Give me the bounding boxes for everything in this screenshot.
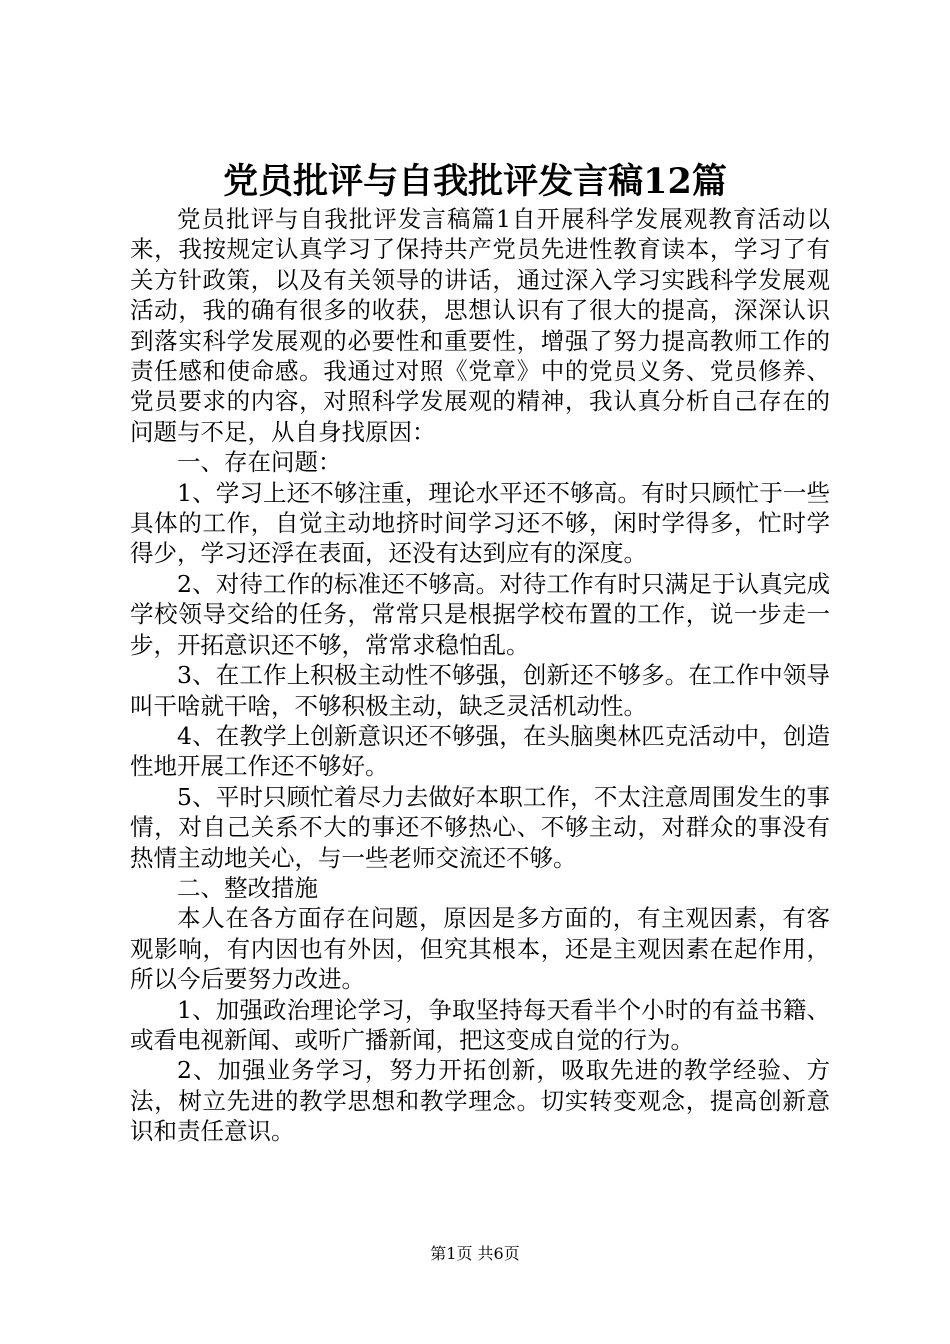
page-title: 党员批评与自我批评发言稿12篇: [223, 161, 727, 202]
paragraph-intro: 党员批评与自我批评发言稿篇1自开展科学发展观教育活动以来，我按规定认真学习了保持共产党员先进性教育读本，学习了有关方针政策，以及有关领导的讲话，通过深入学习实践科学发展观活动，我的确有很多的收获，思想认识有了很大的提高，深深认识到落实科学发展观的必要性和重要性，增强了努力提高教师工作的责任感和使命感。我通过对照《党章》中的党员义务、党员修养、党员要求的内容，对照科学发展观的精神，我认真分析自己存在的问题与不足，从自身找原因：: [130, 205, 830, 446]
page-footer: 第1页 共6页: [430, 1244, 520, 1263]
paragraph-measure-2: 2、加强业务学习，努力开拓创新，吸取先进的教学经验、方法，树立先进的教学思想和教学理念。切实转变观念，提高创新意识和责任意识。: [130, 1056, 830, 1146]
paragraph-measures-intro: 本人在各方面存在问题，原因是多方面的，有主观因素，有客观影响，有内因也有外因，但究其根本，还是主观因素在起作用，所以今后要努力改进。: [130, 904, 830, 994]
paragraph-problem-4: 4、在教学上创新意识还不够强，在头脑奥林匹克活动中，创造性地开展工作还不够好。: [130, 721, 830, 781]
section-heading-measures: 二、整改措施: [177, 873, 318, 902]
section-heading-problems: 一、存在问题：: [177, 448, 342, 477]
paragraph-problem-5: 5、平时只顾忙着尽力去做好本职工作，不太注意周围发生的事情，对自己关系不大的事还不够热心、不够主动，对群众的事没有热情主动地关心，与一些老师交流还不够。: [130, 782, 830, 872]
document-body: [130, 204, 830, 1147]
paragraph-measure-1: 1、加强政治理论学习，争取坚持每天看半个小时的有益书籍、或看电视新闻、或听广播新闻，把这变成自觉的行为。: [130, 995, 830, 1054]
paragraph-problem-1: 1、学习上还不够注重，理论水平还不够高。有时只顾忙于一些具体的工作，自觉主动地挤时间学习还不够，闲时学得多，忙时学得少，学习还浮在表面，还没有达到应有的深度。: [130, 478, 830, 568]
paragraph-problem-2: 2、对待工作的标准还不够高。对待工作有时只满足于认真完成学校领导交给的任务，常常只是根据学校布置的工作，说一步走一步，开拓意识还不够，常常求稳怕乱。: [130, 569, 830, 659]
paragraph-problem-3: 3、在工作上积极主动性不够强，创新还不够多。在工作中领导叫干啥就干啥，不够积极主动，缺乏灵活机动性。: [130, 661, 830, 720]
